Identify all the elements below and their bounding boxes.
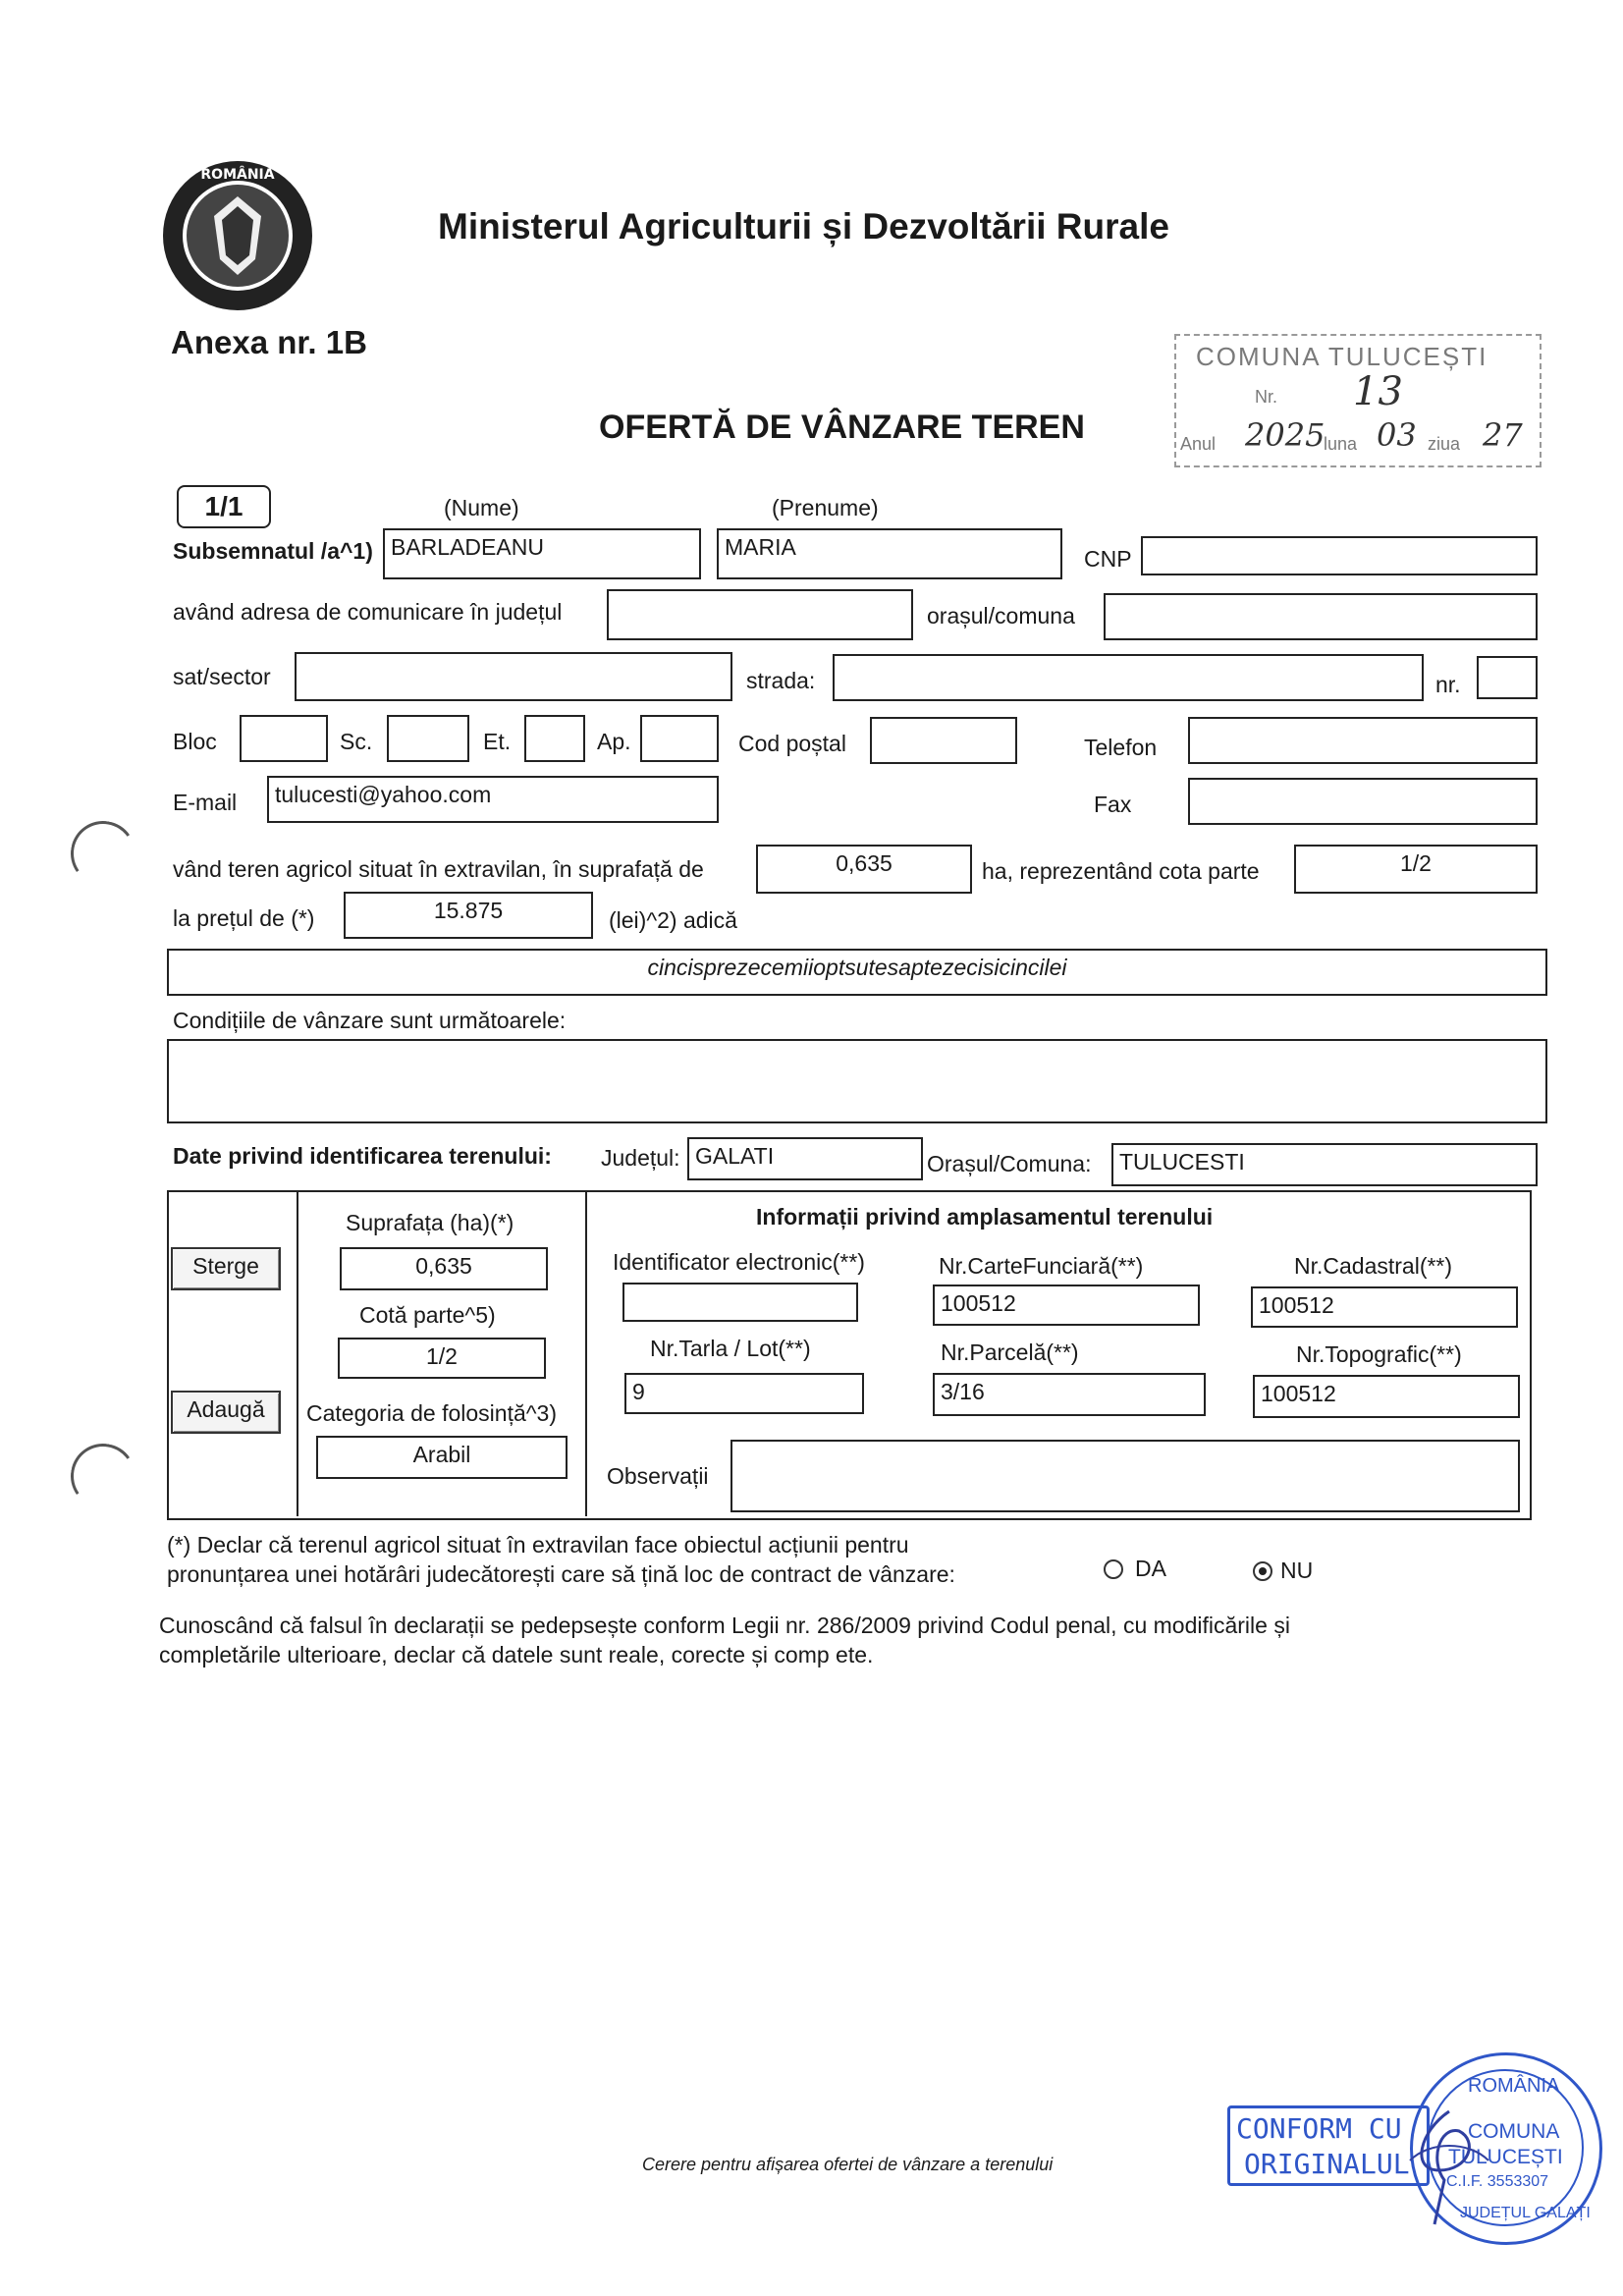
- stamp-nr-value: 13: [1353, 369, 1403, 414]
- vand-label: vând teren agricol situat în extravilan, în suprafață de: [173, 856, 704, 882]
- declaration-line2: pronunțarea unei hotărâri judecătorești care să țină loc de contract de vânzare:: [167, 1561, 955, 1587]
- penal-line2: completările ulterioare, declar că datele sunt reale, corecte și comp ete.: [159, 1642, 874, 1667]
- bloc-field[interactable]: [240, 715, 328, 762]
- land-judet-field[interactable]: GALATI: [687, 1137, 923, 1180]
- stamp-nr-label: Nr.: [1255, 387, 1278, 407]
- coat-of-arms-icon: [159, 157, 316, 314]
- ministry-title: Ministerul Agriculturii și Dezvoltării Rurale: [438, 206, 1169, 246]
- seal-line2: TULUCEȘTI: [1448, 2146, 1563, 2168]
- cad-field[interactable]: 100512: [1251, 1286, 1518, 1328]
- obs-field[interactable]: [730, 1440, 1520, 1512]
- lei-label: (lei)^2) adică: [609, 907, 737, 933]
- stamp-year-value: 2025: [1245, 416, 1325, 454]
- land-categoria-field[interactable]: Arabil: [316, 1436, 568, 1479]
- radio-nu-label: NU: [1280, 1558, 1314, 1583]
- form-title: OFERTĂ DE VÂNZARE TEREN: [599, 409, 1085, 446]
- bloc-label: Bloc: [173, 729, 217, 754]
- judet-label: având adresa de comunicare în județul: [173, 599, 563, 625]
- page-counter: 1/1: [177, 485, 271, 528]
- ident-field[interactable]: [622, 1283, 858, 1322]
- land-suprafata-label: Suprafața (ha)(*): [346, 1210, 514, 1235]
- punch-hole-bottom: [66, 1439, 140, 1513]
- stamp-month-value: 03: [1377, 416, 1417, 454]
- col-nume-label: (Nume): [444, 495, 519, 520]
- radio-da-label: DA: [1135, 1556, 1166, 1581]
- cf-label: Nr.CarteFunciară(**): [939, 1253, 1144, 1279]
- stamp-commune: COMUNA TULUCEȘTI: [1196, 342, 1488, 371]
- cnp-label: CNP: [1084, 546, 1132, 572]
- sat-label: sat/sector: [173, 664, 271, 689]
- sc-field[interactable]: [387, 715, 469, 762]
- ident-label: Identificator electronic(**): [613, 1249, 865, 1275]
- tarla-field[interactable]: 9: [624, 1373, 864, 1414]
- strada-label: strada:: [746, 668, 816, 693]
- prenume-field[interactable]: MARIA: [717, 528, 1062, 579]
- nr-field[interactable]: [1477, 656, 1538, 699]
- email-field[interactable]: tulucesti@yahoo.com: [267, 776, 719, 823]
- land-categoria-label: Categoria de folosință^3): [306, 1400, 557, 1426]
- radio-nu[interactable]: [1253, 1561, 1272, 1581]
- cad-label: Nr.Cadastral(**): [1294, 1253, 1453, 1279]
- land-judet-label: Județul:: [601, 1145, 680, 1171]
- telefon-field[interactable]: [1188, 717, 1538, 764]
- sat-field[interactable]: [295, 652, 732, 701]
- telefon-label: Telefon: [1084, 735, 1158, 760]
- oras-field[interactable]: [1104, 593, 1538, 640]
- col-prenume-label: (Prenume): [772, 495, 879, 520]
- suprafata-field[interactable]: 0,635: [756, 845, 972, 894]
- seal-top-text: ROMÂNIA: [1468, 2075, 1560, 2097]
- conditii-label: Condițiile de vânzare sunt următoarele:: [173, 1008, 567, 1033]
- land-cota-label: Cotă parte^5): [359, 1302, 496, 1328]
- radio-da[interactable]: [1104, 1559, 1123, 1579]
- parcela-field[interactable]: 3/16: [933, 1373, 1206, 1416]
- land-cota-field[interactable]: 1/2: [338, 1338, 546, 1379]
- judet-field[interactable]: [607, 589, 913, 640]
- conform-line2: ORIGINALUL: [1244, 2148, 1410, 2180]
- fax-field[interactable]: [1188, 778, 1538, 825]
- cod-postal-field[interactable]: [870, 717, 1017, 764]
- stamp-day-label: ziua: [1428, 434, 1461, 454]
- sterge-button[interactable]: Sterge: [171, 1247, 281, 1290]
- registration-stamp: [1174, 334, 1542, 467]
- seal-line1: COMUNA: [1468, 2120, 1560, 2143]
- land-oras-field[interactable]: TULUCESTI: [1111, 1143, 1538, 1186]
- et-field[interactable]: [524, 715, 585, 762]
- land-suprafata-field[interactable]: 0,635: [340, 1247, 548, 1290]
- land-table-divider-2: [585, 1190, 587, 1516]
- obs-label: Observații: [607, 1463, 709, 1489]
- conditii-field[interactable]: [167, 1039, 1547, 1123]
- topo-label: Nr.Topografic(**): [1296, 1341, 1462, 1367]
- seal-bottom-text: JUDEȚUL GALAȚI: [1460, 2205, 1591, 2221]
- nr-label: nr.: [1435, 672, 1461, 697]
- strada-field[interactable]: [833, 654, 1424, 701]
- cf-field[interactable]: 100512: [933, 1285, 1200, 1326]
- land-oras-label: Orașul/Comuna:: [927, 1151, 1092, 1176]
- stamp-month-label: luna: [1324, 434, 1358, 454]
- subsemnatul-label: Subsemnatul /a^1): [173, 538, 373, 564]
- nume-field[interactable]: BARLADEANU: [383, 528, 701, 579]
- email-label: E-mail: [173, 790, 238, 815]
- conform-line1: CONFORM CU: [1236, 2112, 1402, 2145]
- tarla-label: Nr.Tarla / Lot(**): [650, 1336, 811, 1361]
- pret-label: la prețul de (*): [173, 905, 315, 931]
- pret-field[interactable]: 15.875: [344, 892, 593, 939]
- cnp-field[interactable]: [1141, 536, 1538, 575]
- adauga-button[interactable]: Adaugă: [171, 1391, 281, 1434]
- ap-field[interactable]: [640, 715, 719, 762]
- seal-line3: C.I.F. 3553307: [1446, 2173, 1549, 2190]
- et-label: Et.: [483, 729, 512, 754]
- ha-label: ha, reprezentând cota parte: [982, 858, 1260, 884]
- land-info-label: Informații privind amplasamentul terenului: [756, 1204, 1214, 1230]
- ap-label: Ap.: [597, 729, 631, 754]
- parcela-label: Nr.Parcelă(**): [941, 1339, 1079, 1365]
- annex-label: Anexa nr. 1B: [171, 324, 367, 360]
- pret-litere-field[interactable]: cincisprezecemiioptsutesaptezecisicincilei: [167, 949, 1547, 996]
- punch-hole-top: [66, 816, 140, 891]
- land-table-divider-1: [297, 1190, 298, 1516]
- penal-line1: Cunoscând că falsul în declarații se pedepsește conform Legii nr. 286/2009 privind Codul penal, cu modificările și: [159, 1613, 1290, 1638]
- land-id-label: Date privind identificarea terenului:: [173, 1143, 552, 1169]
- coat-of-arms-text: ROMÂNIA: [200, 167, 275, 183]
- sc-label: Sc.: [340, 729, 373, 754]
- stamp-year-label: Anul: [1180, 434, 1217, 454]
- signature: [1390, 2102, 1508, 2229]
- cota-field[interactable]: 1/2: [1294, 845, 1538, 894]
- declaration-line1: (*) Declar că terenul agricol situat în extravilan face obiectul acțiunii pentru: [167, 1532, 909, 1558]
- oras-label: orașul/comuna: [927, 603, 1075, 629]
- cod-postal-label: Cod poștal: [738, 731, 846, 756]
- stamp-day-value: 27: [1483, 416, 1523, 454]
- fax-label: Fax: [1094, 792, 1132, 817]
- footer-caption: Cerere pentru afișarea ofertei de vânzare a terenului: [642, 2155, 1054, 2174]
- topo-field[interactable]: 100512: [1253, 1375, 1520, 1418]
